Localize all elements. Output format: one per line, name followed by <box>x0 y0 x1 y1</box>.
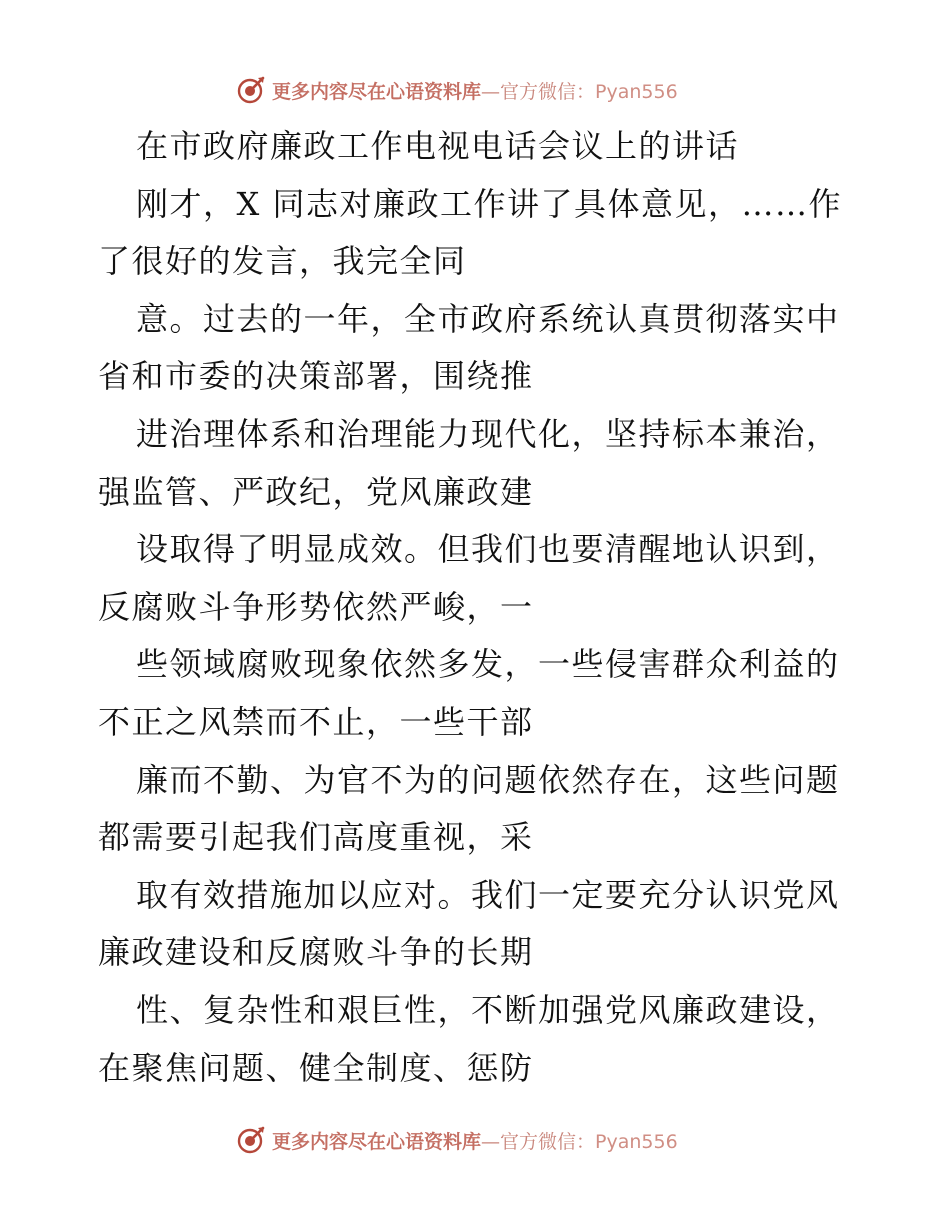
text-line: 强监管、严政纪，党风廉政建 <box>98 472 534 511</box>
text-line: 廉而不勤、为官不为的问题依然存在，这些问题 <box>136 760 840 799</box>
banner-wechat-id: Pyan556 <box>595 80 678 103</box>
pen-logo-icon <box>236 75 266 105</box>
text-line: 在聚焦问题、健全制度、惩防 <box>98 1048 534 1087</box>
text-line: 廉政建设和反腐败斗争的长期 <box>98 933 534 972</box>
text-line: 都需要引起我们高度重视，采 <box>98 818 534 857</box>
banner-wechat-label: —官方微信： <box>481 1130 596 1153</box>
banner-text <box>272 1127 678 1154</box>
banner-text <box>272 77 678 104</box>
text-line: 省和市委的决策部署，围绕推 <box>98 357 534 396</box>
banner-wechat-id: Pyan556 <box>595 1130 678 1153</box>
text-line: 设取得了明显成效。但我们也要清醒地认识到， <box>136 530 840 569</box>
banner-site-name: 更多内容尽在心语资料库 <box>272 1130 482 1153</box>
speech-body <box>98 118 858 1097</box>
text-line: 性、复杂性和艰巨性，不断加强党风廉政建设， <box>136 990 840 1029</box>
banner-site-name: 更多内容尽在心语资料库 <box>272 80 482 103</box>
text-line: 意。过去的一年，全市政府系统认真贯彻落实中 <box>136 299 840 338</box>
text-line: 反腐败斗争形势依然严峻，一 <box>98 587 534 626</box>
text-line: 在市政府廉政工作电视电话会议上的讲话 <box>136 127 740 165</box>
banner-wechat-label: —官方微信： <box>481 80 596 103</box>
text-line: 不正之风禁而不止，一些干部 <box>98 702 534 741</box>
text-line: 进治理体系和治理能力现代化，坚持标本兼治， <box>136 414 840 453</box>
text-line: 些领域腐败现象依然多发，一些侵害群众利益的 <box>136 645 840 684</box>
text-line: 取有效措施加以应对。我们一定要充分认识党风 <box>136 875 840 914</box>
footer-watermark-banner <box>236 1122 716 1158</box>
pen-logo-icon <box>236 1125 266 1155</box>
text-line: 刚才，X 同志对廉政工作讲了具体意见，……作 <box>136 184 842 223</box>
header-watermark-banner <box>236 72 716 108</box>
text-line: 了很好的发言，我完全同 <box>98 242 467 281</box>
